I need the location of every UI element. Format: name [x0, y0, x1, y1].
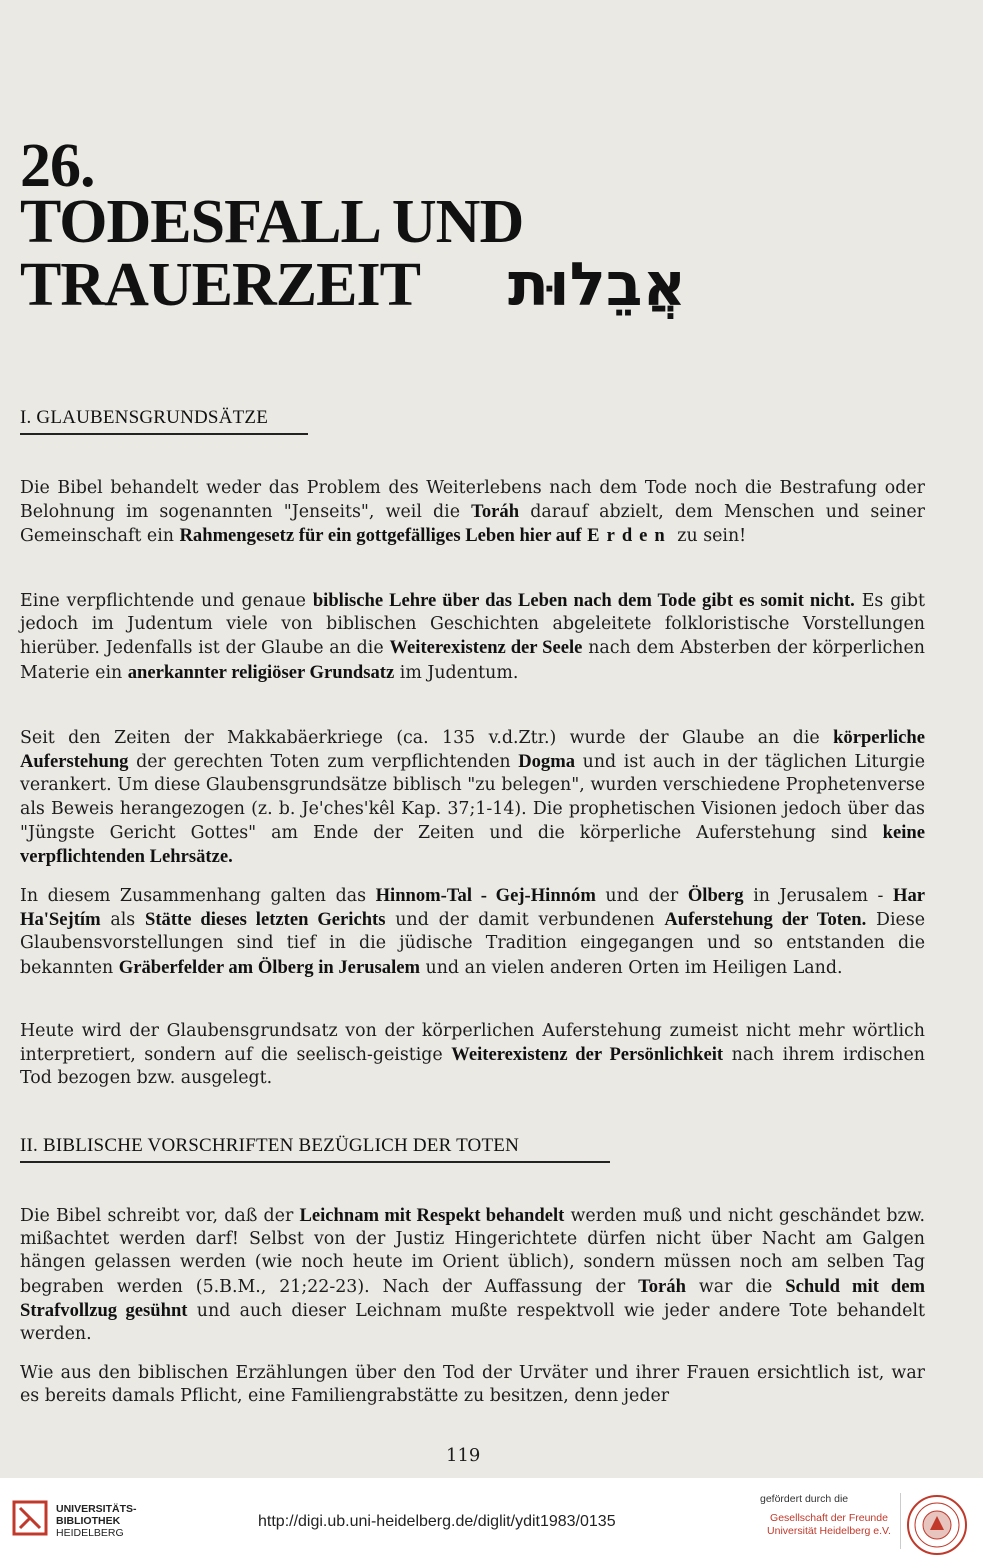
- title-line-2: TRAUERZEIT: [20, 251, 420, 319]
- library-name: UNIVERSITÄTS- BIBLIOTHEK HEIDELBERG: [56, 1503, 137, 1539]
- chapter-title: [20, 132, 687, 320]
- paragraph-6: Die Bibel schreibt vor, daß der Leichnam mit Respekt behandelt werden muß und nicht geschändet bzw. mißachtet werden darf! Selbst von der Justiz Hingerichtete dürfen nicht über Nacht am Galgen hängen gelassen werden (wie noch heute im Orient üblich), sondern müssen noch am selben Tag begraben werden (5.B.M., 21;22-23). Nach der Auffassung der Toráh war die Schuld mit dem Strafvollzug gesühnt und auch dieser Leichnam mußte respektvoll wie jeder andere Tote behandelt werden.: [20, 1205, 926, 1345]
- paragraph-5: Heute wird der Glaubensgrundsatz von der körperlichen Auferstehung zumeist nicht mehr wörtlich interpretiert, sondern auf die seelisch-geistige Weiterexistenz der Persönlichkeit nach ihrem irdischen Tod bezogen bzw. ausgelegt.: [20, 1021, 925, 1089]
- society-name: Gesellschaft der Freunde Universität Heidelberg e.V.: [767, 1512, 891, 1537]
- funded-by-label: gefördert durch die: [760, 1493, 849, 1505]
- paragraph-1: Die Bibel behandelt weder das Problem des Weiterlebens nach dem Tode noch die Bestrafung oder Belohnung im sogenannten "Jenseits", weil die Toráh darauf abzielt, dem Menschen und seiner Gemeinschaft ein Rahmengesetz für ein gottgefälliges Leben hier auf Erden zu sein!: [20, 478, 925, 547]
- paragraph-2: Eine verpflichtende und genaue biblische Lehre über das Leben nach dem Tode gibt es somit nicht. Es gibt jedoch im Judentum viele von biblischen Geschichten abgeleitete folkloristische Vorstellungen hierüber. Jedenfalls ist der Glaube an die Weiterexistenz der Seele nach dem Absterben der körperlichen Materie ein anerkannter religiöser Grundsatz im Judentum.: [20, 590, 926, 683]
- paragraph-3: Seit den Zeiten der Makkabäerkriege (ca. 135 v.d.Ztr.) wurde der Glaube an die körperliche Auferstehung der gerechten Toten zum verpflichtenden Dogma und ist auch in der täglichen Liturgie verankert. Um diese Glaubensgrundsätze biblisch "zu belegen", wurden verschiedene Prophetenverse als Beweis herangezogen (z. b. Je'ches'kêl Kap. 37;1-14). Die prophetischen Visionen jedoch über das "Jüngste Gericht Gottes" am Ende der Zeiten und die körperliche Auferstehung sind keine verpflichtenden Lehrsätze.: [20, 727, 926, 868]
- section-heading-2: II. BIBLISCHE VORSCHRIFTEN BEZÜGLICH DER TOTEN: [20, 1135, 610, 1163]
- paragraph-4: In diesem Zusammenhang galten das Hinnom-Tal - Gej-Hinnóm und der Ölberg in Jerusalem - Har Ha'Sejtím als Stätte dieses letzten Gerichts und der damit verbundenen Auferstehung der Toten. Diese Glaubensvorstellungen sind tief in die jüdische Tradition eingegangen und so entstanden die bekannten Gräberfelder am Ölberg in Jerusalem und an vielen anderen Orten im Heiligen Land.: [20, 885, 926, 978]
- paragraph-7: Wie aus den biblischen Erzählungen über den Tod der Urväter und ihrer Frauen ersichtlich ist, war es bereits damals Pflicht, eine Familiengrabstätte zu besitzen, denn jeder: [20, 1363, 925, 1407]
- chapter-number: 26.: [20, 132, 95, 200]
- university-seal-icon: [906, 1494, 968, 1556]
- page-number: 119: [446, 1445, 481, 1466]
- library-logo-icon: [12, 1500, 48, 1536]
- hebrew-title: אֲבֵלוּת: [508, 250, 687, 320]
- footer-divider: [900, 1493, 901, 1549]
- source-url-link[interactable]: http://digi.ub.uni-heidelberg.de/diglit/ydit1983/0135: [258, 1513, 616, 1530]
- title-line-1: TODESFALL UND: [20, 188, 524, 256]
- section-heading-1: I. GLAUBENSGRUNDSÄTZE: [20, 407, 308, 435]
